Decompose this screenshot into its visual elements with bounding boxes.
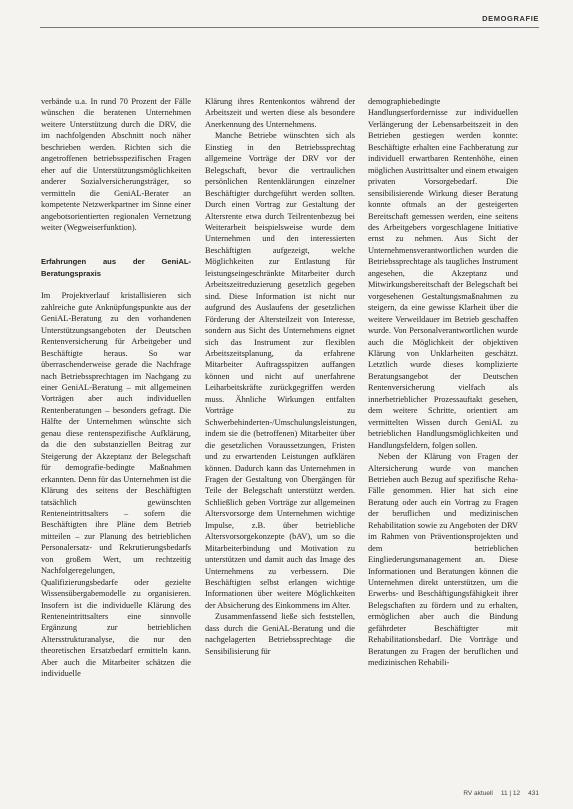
paragraph: Zusammenfassend ließe sich feststellen, dass durch die GeniAL-Beratung und die nachgelagerten Betriebssprechtage die Sensibilisierung für	[205, 612, 355, 656]
page-footer	[455, 790, 539, 797]
section-heading: Erfahrungen aus der GeniAL-Beratungspraxis	[41, 257, 191, 278]
paragraph: Neben der Klärung von Fragen der Altersicherung wurde von manchen Betrieben auch Bezug auf spezifische Reha-Fälle genommen. Hier hat sich eine Beratung oder auch ein Vortrag zu Fragen der beruflichen und medizinischen Rehabilitation sowie zu Angeboten der DRV im Rahmen von Präventionsprojekten und dem betrieblichen Eingliederungsmanagement an. Diese Informationen und Beratungen können die Unternehmen direkt unterstützen, um die Erwerbs- und Beschäftigungsfähigkeit ihrer Belegschaften zu fördern und zu erhalten, ermöglichen aber auch die Bindung gefährdeter Beschäftigter mit Rehabilitationsbedarf. Die Vorträge und Beratungen zu Fragen der beruflichen und medizinischen Rehabili-	[368, 452, 518, 668]
page-number: 431	[528, 790, 539, 797]
text-column-2	[205, 96, 355, 657]
paragraph: Im Projektverlauf kristallisieren sich zahlreiche gute Anknüpfungspunkte aus der GeniAL-Beratung zu den vorhandenen Unterstützungsangeboten der Deutschen Rentenversicherung für Arbeitgeber und Beschäftigte heraus. So war überraschenderweise gerade die Nachfrage nach Betriebssprechtagen im Nachgang zu einer GeniAL-Beratung – mit allgemeinen Vorträgen aber auch individuellen Rentenberatungen – besonders gefragt. Die Hälfte der Unternehmen wünschte sich genau diese rentenspezifische Aufklärung, da die den substanziellen Beitrag zur Steigerung der Akzeptanz der Belegschaft für demografie-bedingte Maßnahmen erkannten. Denn für das Unternehmen ist die Klärung des seitens der Beschäftigten tatsächlich gewünschten Renteneintrittsalters – sofern die Beschäftigten ihre Pläne dem Betrieb mitteilen – zur Planung des betrieblichen Personalersatz- und Rekrutierungsbedarfs von großem Wert, um rechtzeitig Nachfolgeregelungen, Qualifizierungsbedarfe oder gezielte Wissensübergabemodelle zu organisieren. Insofern ist die individuelle Klärung des Renteneintrittsalters eine sinnvolle Ergänzung zur betrieblichen Altersstrukturanalyse, die nur den theoretischen Ersatzbedarf ermitteln kann. Aber auch die Mitarbeiter schätzen die individuelle	[41, 291, 191, 679]
issue-number: 11 | 12	[500, 790, 521, 797]
paragraph: Manche Betriebe wünschten sich als Einstieg in den Betriebssprechtag allgemeine Vorträge der DRV vor der Belegschaft, bevor die vertraulichen persönlichen Rentenklärungen einzelner Beschäftigter durchgeführt werden sollten. Durch einen Vortrag zur Gestaltung der Altersrente etwa durch Teilrentenbezug bei Weiterarbeit beispielsweise wurde dem Unternehmen und den interessierten Beschäftigten aufgezeigt, welche Möglichkeiten zur Entlastung für leistungseingeschränkte Mitarbeiter durch Arbeitszeitreduzierung gesetzlich gegeben sind. Diese Information ist nicht nur aufgrund des Auslaufens der gesetzlichen Förderung der Altersteilzeit von Interesse, sondern aus Sicht des Unternehmens eignet sich das Instrument zur flexiblen Arbeitszeitsplanung, da erfahrene Mitarbeiter Auftragsspitzen auffangen können und nicht auf unerfahrene Leiharbeitskräfte zurückgegriffen werden muss. Ähnliche Wirkungen entfalten Vorträge zu Schwerbehinderten-/Umschulungsleistungen, indem sie die (betroffenen) Mitarbeiter über die gesetzlichen Voraussetzungen, Fristen und zu erwartenden Leistungen aufklären können. Dadurch kann das Unternehmen in Fragen der Gestaltung von Übergängen für Teile der Belegschaft unterstützt werden. Schließlich geben Vorträge zur allgemeinen Altersvorsorge dem Unternehmen wichtige Impulse, z.B. über betriebliche Altersvorsorgekonzepte (bAV), um so die Mitarbeiterbindung und Motivation zu unterstützen und damit auch das Image des Unternehmens zu verbessern. Die Beschäftigten selbst erlangen wichtige Informationen über weitere Möglichkeiten der Absicherung des Einkommens im Alter.	[205, 131, 357, 610]
journal-name: RV aktuell	[463, 790, 493, 797]
section-tag: DEMOGRAFIE	[482, 14, 539, 23]
header-rule	[40, 27, 539, 28]
paragraph: Klärung ihres Rentenkontos während der Arbeitszeit und werten diese als besondere Anerkennung des Unternehmens.	[205, 97, 355, 129]
text-column-3	[368, 96, 518, 669]
paragraph: demographiebedingte Handlungserfordernisse zur individuellen Verlängerung der Lebensarbeitszeit in den Betrieben gestiegen werden konnte: Beschäftigte erhalten eine Fachberatung zur individuell erwartbaren Rentenhöhe, einen möglichen Austrittsalter und einem etwaigen privaten Vorsorgebedarf. Die sensibilisierende Wirkung dieser Beratung konnte oftmals an der gesteigerten Bereitschaft gemessen werden, eine seitens des Arbeitgebers vorgeschlagene Initiative ernst zu nehmen. Aus Sicht der Unternehmensverantwortlichen wurden die Betriebssprechtage als taugliches Instrument angesehen, die Akzeptanz und Mitwirkungsbereitschaft der Belegschaft bei vorgesehenen Gestaltungsmaßnahmen zu steigern, da eine gewisse Klarheit über die weitere Verweildauer im Betrieb geschaffen wurde. Von Personalverantwortlichen wurde auch die Möglichkeit der objektiven Klärung von Unklarheiten geschätzt. Letztlich wurde dieses komplizierte Beratungsangebot der Deutschen Rentenversicherung vielfach als innerbetrieblicher Prozessauftakt gesehen, dem weitere Schritte, orientiert am vermittelten Wissen durch GeniAL zu betrieblichen Handlungsmöglichkeiten und Handlungsfeldern, folgen sollen.	[368, 97, 518, 450]
text-column-1	[41, 96, 191, 680]
paragraph: verbände u.a. In rund 70 Prozent der Fälle wünschen die beratenen Unternehmen weitere Unterstützung durch die DRV, die im nachfolgenden Abschnitt noch näher beschrieben werden. Richten sich die angetroffenen betriebsspezifischen Fragen eher auf die Unterstützungsmöglichkeiten anderer Sozialversicherungsträger, so vermitteln die GeniAL-Berater an kompetente Netzwerkpartner im Sinne einer angebotsorientierten regionalen Vernetzung weiter (Wegweiserfunktion).	[41, 97, 191, 232]
